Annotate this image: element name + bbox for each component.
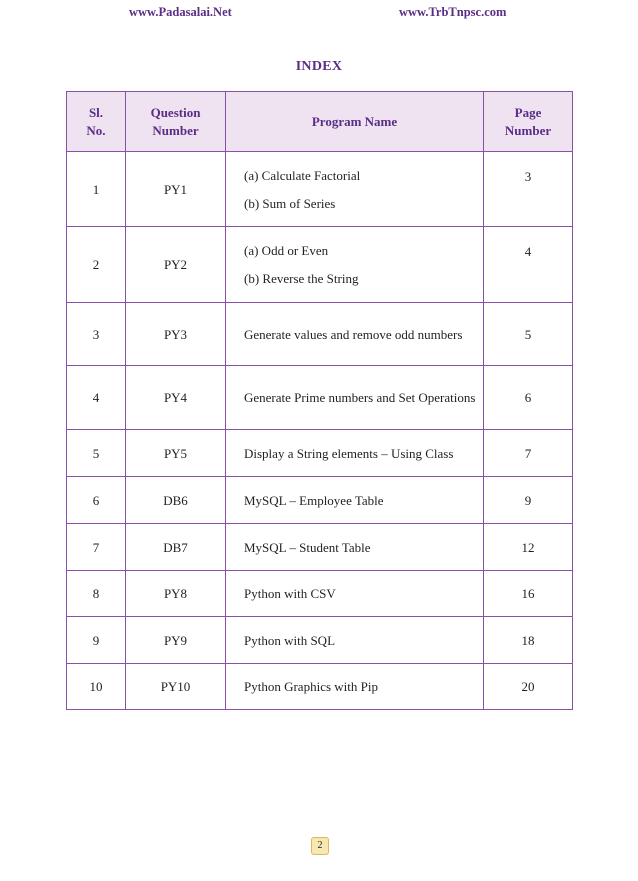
col-header-qn-line2: Number [152,122,199,138]
cell-sl-no: 1 [67,152,126,227]
program-part-b: (b) Sum of Series [244,195,336,211]
table-row [67,617,573,664]
cell-question-number: PY5 [126,430,226,477]
cell-program-name: Python Graphics with Pip [226,664,484,710]
cell-page-number: 18 [484,617,573,664]
cell-page-number: 3 [484,152,573,227]
table-row [67,524,573,571]
cell-sl-no: 10 [67,664,126,710]
col-header-sl-line2: No. [86,122,106,138]
cell-program-name: MySQL – Student Table [226,524,484,571]
table-row [67,477,573,524]
cell-question-number: PY10 [126,664,226,710]
page-number-badge: 2 [311,837,329,855]
cell-sl-no: 9 [67,617,126,664]
col-header-sl-no [67,92,126,152]
cell-sl-no: 5 [67,430,126,477]
col-header-program-name: Program Name [226,92,484,152]
table-header-row [67,92,573,152]
table-row [67,366,573,430]
table-row [67,303,573,366]
header-site-left: www.Padasalai.Net [129,5,232,19]
col-header-page-line2: Number [504,122,552,138]
cell-question-number: PY8 [126,571,226,617]
cell-program-name [226,152,484,227]
cell-sl-no: 6 [67,477,126,524]
page-title: INDEX [295,59,343,74]
cell-program-name: Python with CSV [226,571,484,617]
cell-program-name [226,227,484,303]
program-part-b: (b) Reverse the String [244,271,359,286]
table-row [67,227,573,303]
table-row [67,152,573,227]
cell-page-number: 7 [484,430,573,477]
cell-program-name: MySQL – Employee Table [226,477,484,524]
cell-sl-no: 7 [67,524,126,571]
cell-page-number: 20 [484,664,573,710]
table-row [67,430,573,477]
table-row [67,571,573,617]
cell-sl-no: 3 [67,303,126,366]
cell-program-name: Display a String elements – Using Class [226,430,484,477]
cell-question-number: PY3 [126,303,226,366]
cell-sl-no: 8 [67,571,126,617]
col-header-page-line1: Page [514,104,542,120]
cell-question-number: PY2 [126,227,226,303]
cell-program-name: Generate values and remove odd numbers [226,303,484,366]
col-header-page-number [484,92,573,152]
cell-question-number: PY1 [126,152,226,227]
cell-question-number: PY9 [126,617,226,664]
col-header-question-number [126,92,226,152]
cell-program-name: Python with SQL [226,617,484,664]
program-part-a: (a) Odd or Even [244,243,329,258]
cell-page-number: 16 [484,571,573,617]
col-header-qn-line1: Question [150,104,201,120]
cell-page-number: 9 [484,477,573,524]
cell-page-number: 12 [484,524,573,571]
col-header-sl-line1: Sl. [88,104,104,120]
cell-page-number: 5 [484,303,573,366]
cell-program-name: Generate Prime numbers and Set Operations [226,366,484,430]
header-site-right: www.TrbTnpsc.com [399,5,507,19]
program-part-a: (a) Calculate Factorial [244,167,361,183]
cell-page-number: 4 [484,227,573,303]
cell-question-number: DB6 [126,477,226,524]
index-table [66,91,573,710]
cell-page-number: 6 [484,366,573,430]
cell-sl-no: 4 [67,366,126,430]
table-row [67,664,573,710]
cell-question-number: PY4 [126,366,226,430]
cell-question-number: DB7 [126,524,226,571]
cell-sl-no: 2 [67,227,126,303]
